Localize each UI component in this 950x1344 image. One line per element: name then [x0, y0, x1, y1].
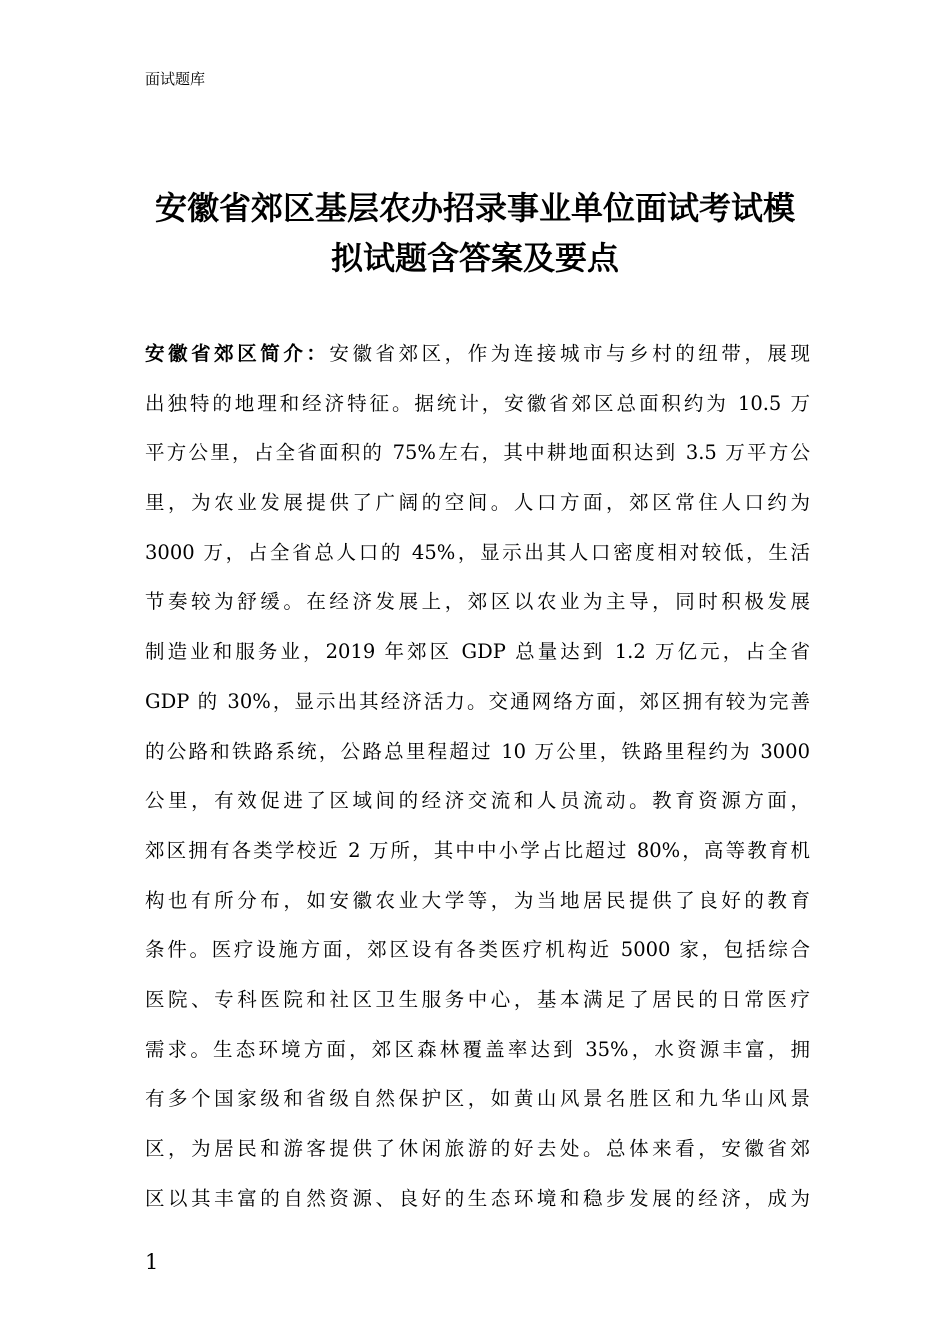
intro-lead: 安徽省郊区简介： — [145, 342, 330, 365]
paragraph-line: 条件。医疗设施方面，郊区设有各类医疗机构近 5000 家，包括综合 — [145, 938, 810, 962]
paragraph-line — [145, 329, 810, 379]
paragraph-line: 医院、专科医院和社区卫生服务中心，基本满足了居民的日常医疗 — [145, 987, 810, 1011]
paragraph-line: 里，为农业发展提供了广阔的空间。人口方面，郊区常住人口约为 — [145, 491, 810, 515]
paragraph-line: 平方公里，占全省面积的 75%左右，其中耕地面积达到 3.5 万平方公 — [145, 441, 810, 465]
paragraph-line: 节奏较为舒缓。在经济发展上，郊区以农业为主导，同时积极发展 — [145, 590, 810, 614]
document-header: 面试题库 — [145, 70, 206, 88]
paragraph-line: 区，为居民和游客提供了休闲旅游的好去处。总体来看，安徽省郊 — [145, 1137, 810, 1160]
paragraph-line: 公里，有效促进了区域间的经济交流和人员流动。教育资源方面， — [145, 789, 810, 813]
paragraph-line: GDP 的 30%，显示出其经济活力。交通网络方面，郊区拥有较为完善 — [145, 689, 810, 713]
page-number: 1 — [145, 1250, 159, 1274]
title-line-2: 拟试题含答案及要点 — [330, 239, 619, 277]
title-line-1: 安徽省郊区基层农办招录事业单位面试考试模 — [154, 189, 795, 227]
paragraph-line: 制造业和服务业，2019 年郊区 GDP 总量达到 1.2 万亿元，占全省 — [145, 640, 810, 664]
paragraph-line: 区以其丰富的自然资源、良好的生态环境和稳步发展的经济，成为 — [145, 1186, 810, 1210]
document-title — [120, 183, 830, 283]
paragraph-line: 需求。生态环境方面，郊区森林覆盖率达到 35%，水资源丰富，拥 — [145, 1037, 810, 1061]
paragraph-line: 的公路和铁路系统，公路总里程超过 10 万公里，铁路里程约为 3000 — [145, 739, 810, 763]
paragraph-line: 构也有所分布，如安徽农业大学等，为当地居民提供了良好的教育 — [145, 888, 810, 912]
intro-paragraph — [145, 329, 810, 1223]
paragraph-line: 3000 万，占全省总人口的 45%，显示出其人口密度相对较低，生活 — [145, 540, 810, 564]
paragraph-line: 郊区拥有各类学校近 2 万所，其中中小学占比超过 80%，高等教育机 — [145, 838, 810, 862]
paragraph-line: 有多个国家级和省级自然保护区，如黄山风景名胜区和九华山风景 — [145, 1087, 810, 1111]
intro-lead-continuation: 安徽省郊区，作为连接城市与乡村的纽带，展现 — [329, 342, 810, 365]
paragraph-line: 出独特的地理和经济特征。据统计，安徽省郊区总面积约为 10.5 万 — [145, 391, 810, 415]
